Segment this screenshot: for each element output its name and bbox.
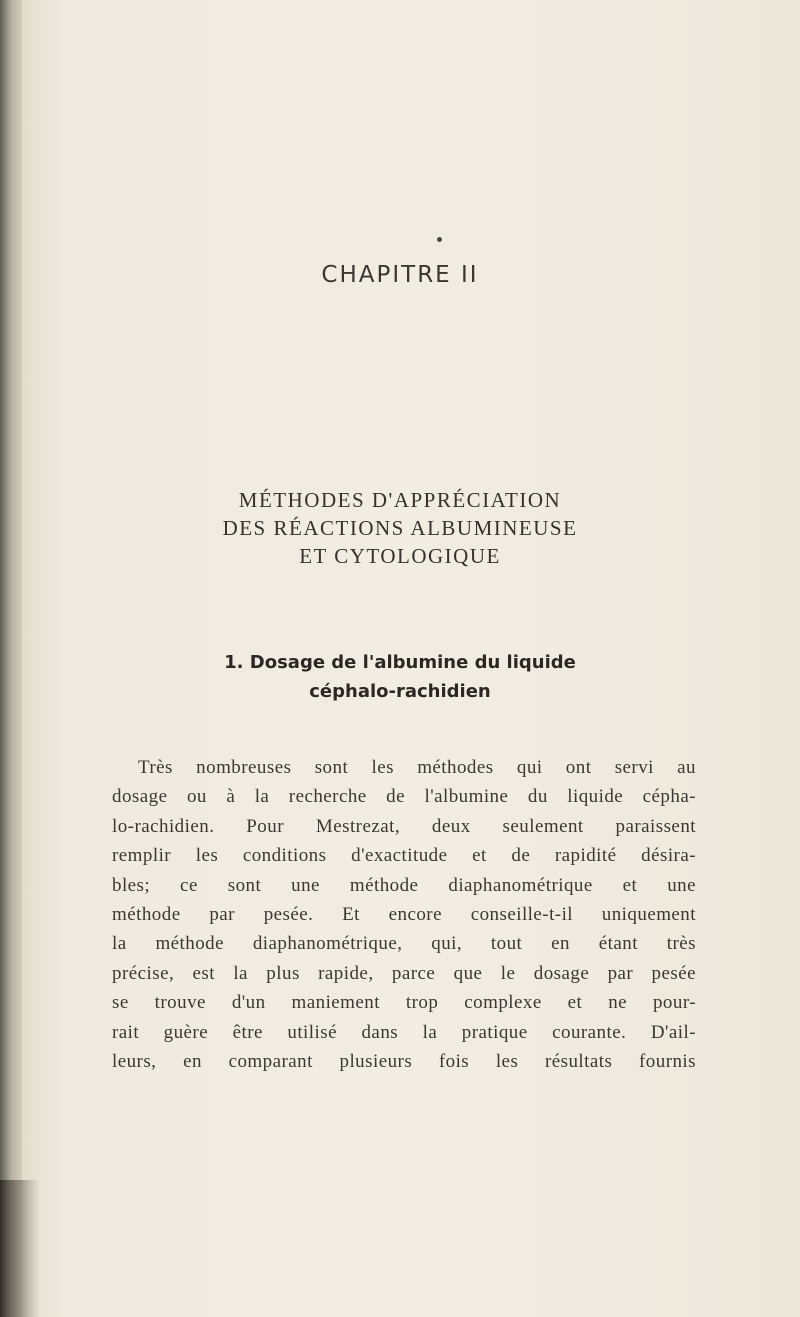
body-line: méthode par pesée. Et encore conseille-t-il uniquement	[112, 904, 696, 926]
main-heading-line: MÉTHODES D'APPRÉCIATION	[238, 488, 562, 512]
body-paragraph	[112, 753, 696, 1076]
body-line: rait guère être utilisé dans la pratique courante. D'ail-	[112, 1021, 696, 1043]
section-heading-line: céphalo-rachidien	[309, 681, 491, 702]
body-line: leurs, en comparant plusieurs fois les résultats fournis	[112, 1051, 696, 1073]
main-heading-line: ET CYTOLOGIQUE	[299, 544, 501, 568]
body-line: dosage ou à la recherche de l'albumine du liquide cépha-	[112, 786, 696, 808]
body-line: remplir les conditions d'exactitude et de rapidité désira-	[112, 845, 696, 867]
body-line: bles; ce sont une méthode diaphanométrique et une	[112, 874, 696, 896]
body-line: Très nombreuses sont les méthodes qui ont servi au	[138, 757, 696, 778]
main-heading-line: DES RÉACTIONS ALBUMINEUSE	[222, 516, 578, 540]
body-line: la méthode diaphanométrique, qui, tout en étant très	[112, 933, 696, 955]
body-line: lo-rachidien. Pour Mestrezat, deux seulement paraissent	[112, 815, 696, 837]
main-heading	[0, 486, 800, 570]
section-heading-line: 1. Dosage de l'albumine du liquide	[224, 652, 576, 673]
section-heading	[0, 648, 800, 706]
chapter-title: CHAPITRE II	[321, 262, 479, 288]
body-line: précise, est la plus rapide, parce que le dosage par pesée	[112, 962, 696, 984]
ink-speck	[437, 237, 442, 242]
body-line: se trouve d'un maniement trop complexe et ne pour-	[112, 992, 696, 1014]
page-binding-shadow	[0, 1180, 40, 1317]
